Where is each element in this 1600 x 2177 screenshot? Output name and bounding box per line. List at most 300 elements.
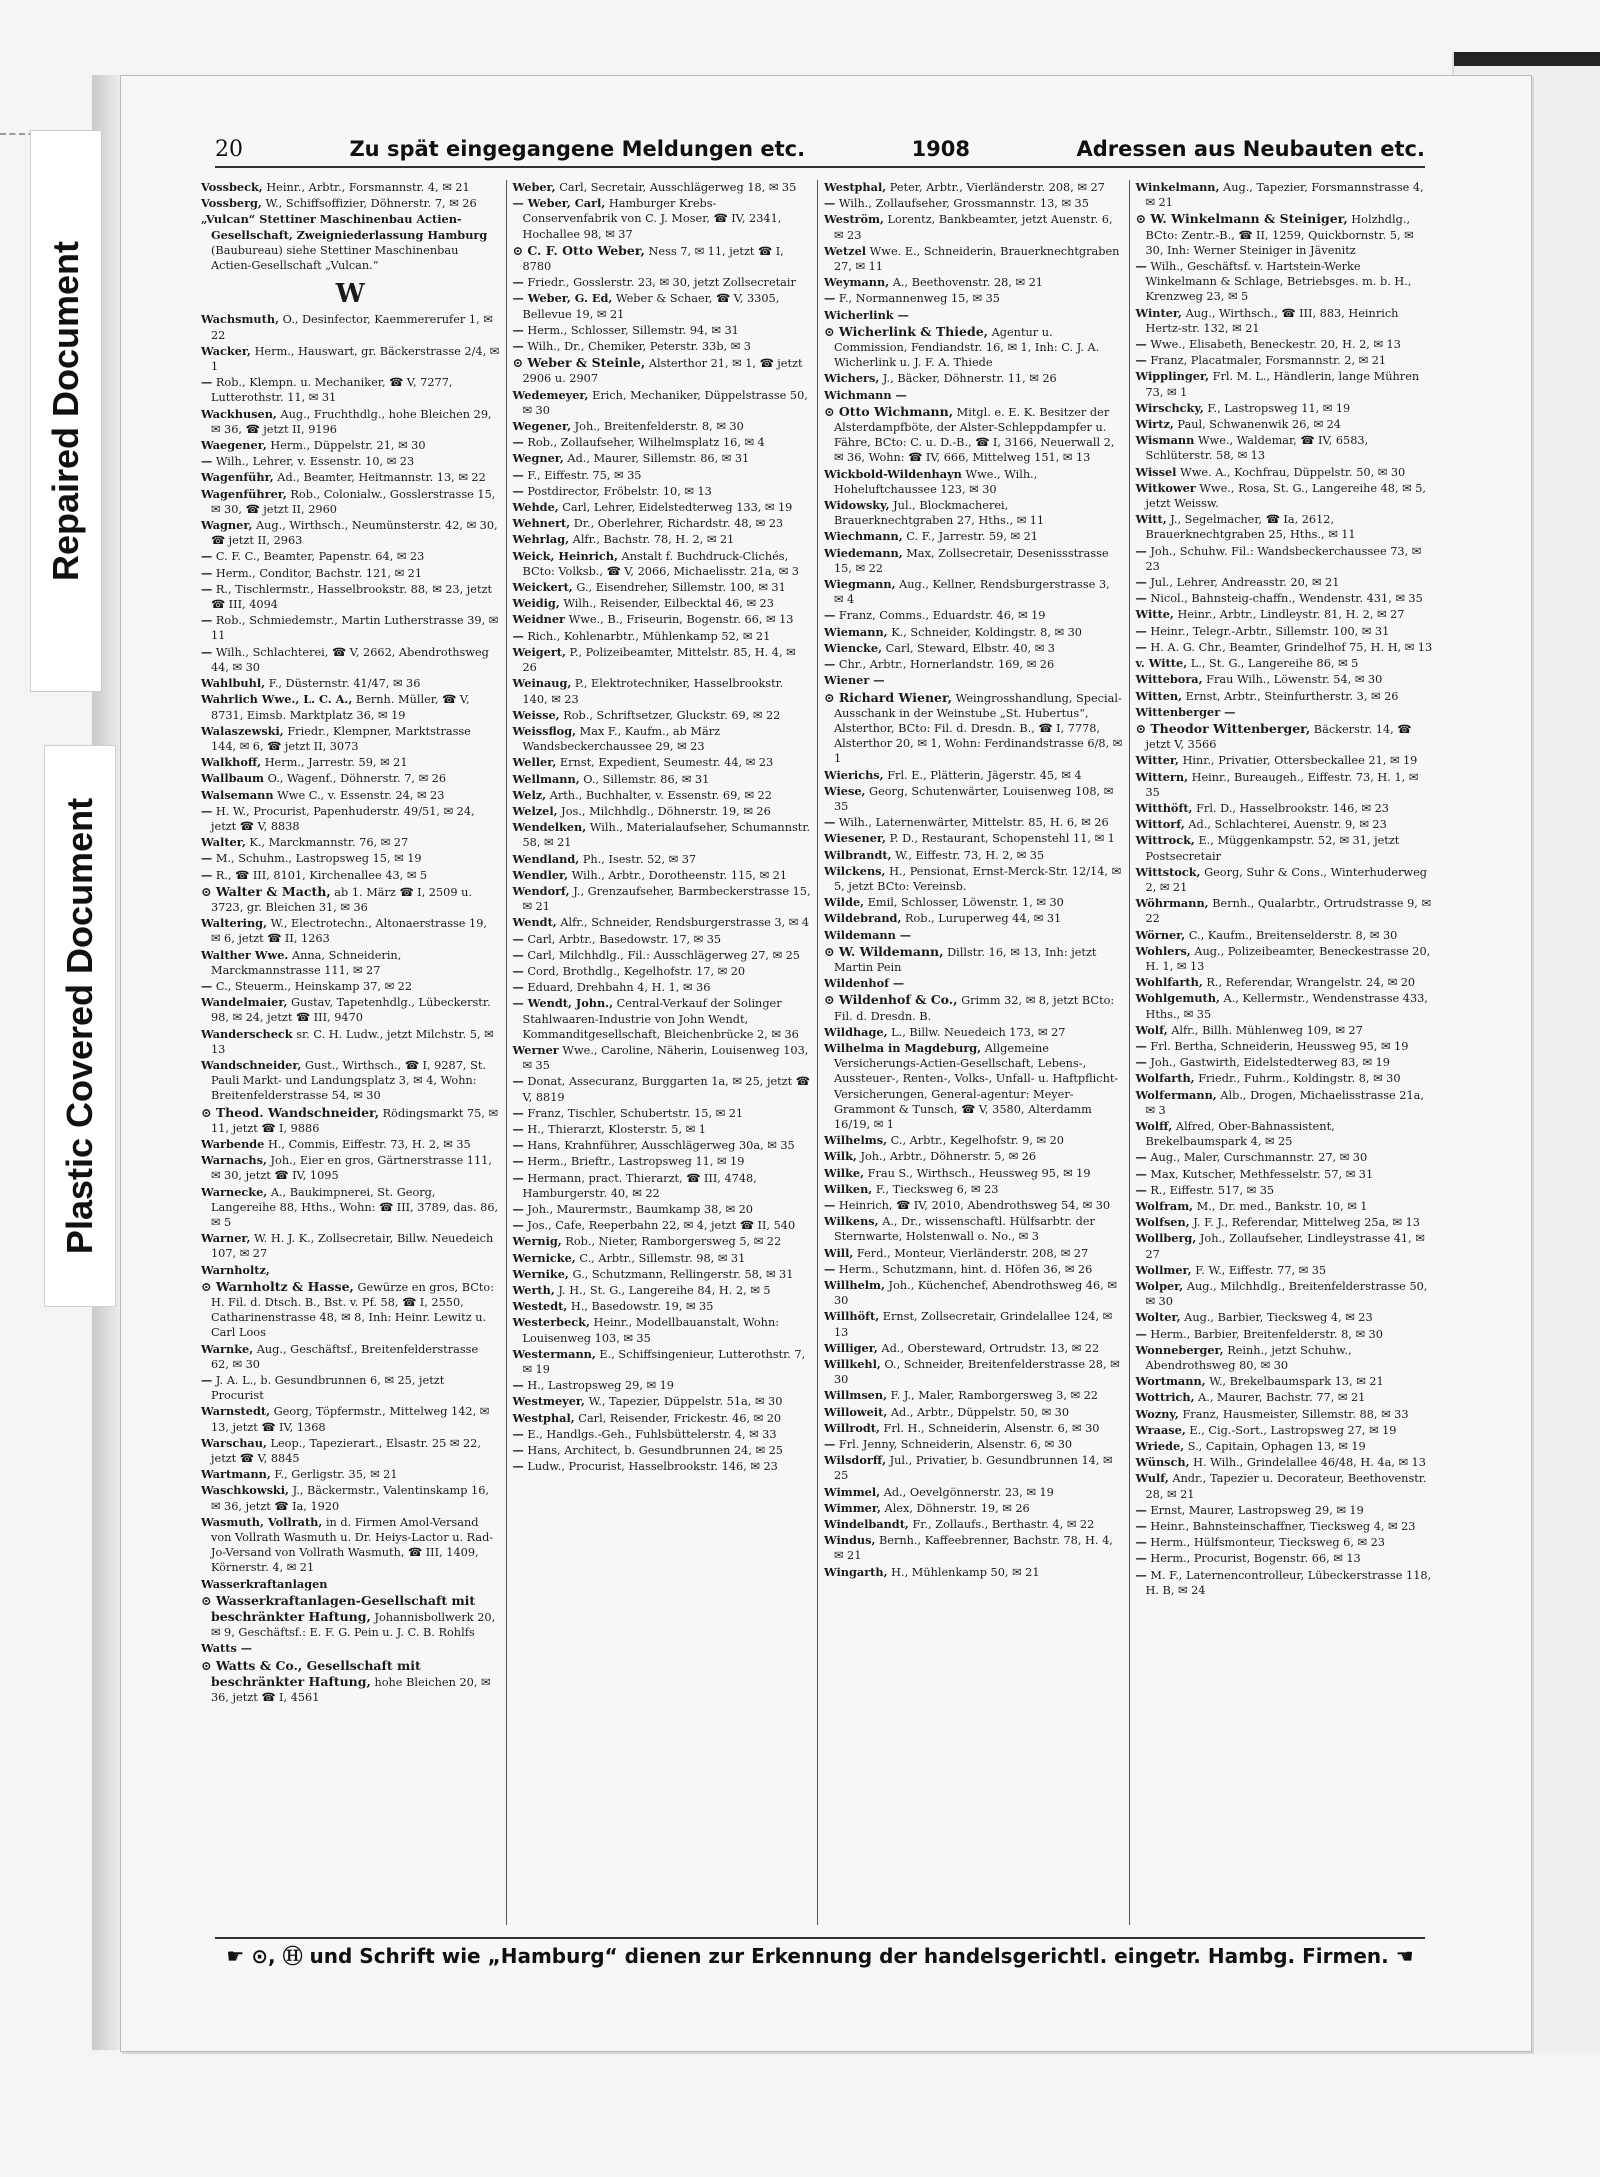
column-2	[507, 180, 819, 1925]
entry-name: Welz,	[512, 787, 547, 802]
entry-details: Aug., Kellner, Rendsburgerstrasse 3, ✉ 4	[834, 578, 1110, 607]
directory-entry	[1136, 640, 1436, 655]
entry-name: ⊙ W. Winkelmann & Steiniger,	[1135, 211, 1348, 227]
entry-details: H., Mühlenkamp 50, ✉ 21	[891, 1565, 1040, 1579]
directory-entry	[824, 1166, 1123, 1181]
entry-name: Wagenführer,	[201, 486, 287, 501]
directory-entry	[1136, 833, 1436, 863]
directory-entry	[513, 1154, 812, 1169]
entry-details: Ernst, Zollsecretair, Grindelallee 124, ✉ 13	[834, 1310, 1113, 1339]
directory-entry	[513, 804, 812, 819]
entry-name: Winter,	[1135, 305, 1182, 320]
entry-details: Joh., Küchenchef, Abendrothsweg 46, ✉ 30	[834, 1279, 1117, 1308]
entry-details: Ph., Isestr. 52, ✉ 37	[582, 852, 697, 866]
entry-details: Andr., Tapezier u. Decorateur, Beethovenstr. 28, ✉ 21	[1145, 1472, 1427, 1501]
entry-details: H. A. G. Chr., Beamter, Grindelhof 75, H. H, ✉ 13	[1150, 640, 1433, 654]
directory-entry	[513, 323, 812, 338]
directory-entry	[513, 388, 812, 418]
entry-name: —	[824, 608, 836, 623]
directory-entry	[824, 895, 1123, 910]
entry-name: Wandschneider,	[201, 1057, 302, 1072]
entry-details: Max, Kutscher, Methfesselstr. 57, ✉ 31	[1150, 1167, 1374, 1181]
entry-details: Anna, Schneiderin, Marckmannstrasse 111, ✉ 27	[211, 948, 402, 977]
entry-name: Walther Wwe.	[201, 947, 289, 962]
directory-entry	[1136, 1551, 1436, 1566]
entry-details: Rob., Schriftsetzer, Gluckstr. 69, ✉ 22	[563, 708, 781, 722]
entry-details: Joh., Breitenfelderstr. 8, ✉ 30	[574, 420, 744, 434]
entry-details: H., Commis, Eiffestr. 73, H. 2, ✉ 35	[267, 1137, 471, 1151]
entry-name: Wedemeyer,	[512, 387, 589, 402]
directory-entry	[824, 608, 1123, 623]
directory-entry	[201, 1263, 500, 1278]
entry-details: Bernh. Müller, ☎ V, 8731, Eimsb. Marktplatz 36, ✉ 19	[211, 693, 470, 722]
directory-entry	[201, 1515, 500, 1576]
directory-entry	[824, 577, 1123, 607]
directory-entry	[1136, 369, 1436, 399]
entry-name: Wiese,	[824, 783, 866, 798]
entry-details: Wwe., Waldemar, ☎ IV, 6583, Schlüterstr. 58, ✉ 13	[1145, 434, 1369, 463]
directory-entry	[824, 1214, 1123, 1244]
directory-entry	[1136, 721, 1436, 752]
directory-entry	[1136, 1471, 1436, 1501]
directory-entry	[1136, 770, 1436, 800]
entry-details: Emil, Schlosser, Löwenstr. 1, ✉ 30	[867, 896, 1064, 910]
directory-entry	[824, 1341, 1123, 1356]
directory-entry	[201, 1436, 500, 1466]
directory-entry	[1136, 1167, 1436, 1182]
directory-entry	[201, 692, 500, 722]
entry-name: Werner	[512, 1042, 559, 1057]
directory-entry	[824, 546, 1123, 576]
directory-entry	[824, 388, 1123, 403]
entry-name: ⊙ Weber & Steinle,	[512, 355, 646, 371]
entry-details: C., Arbtr., Kegelhofstr. 9, ✉ 20	[890, 1134, 1064, 1148]
entry-details: M., Schuhm., Lastropsweg 15, ✉ 19	[215, 852, 422, 866]
directory-entry	[824, 180, 1123, 195]
directory-entry	[1136, 1407, 1436, 1422]
directory-entry	[824, 657, 1123, 672]
entry-name: Wirtz,	[1135, 417, 1174, 432]
entry-name: —	[1135, 353, 1147, 368]
repaired-document-label: Repaired Document	[30, 130, 102, 692]
directory-entry	[513, 549, 812, 579]
entry-name: Wegner,	[512, 451, 564, 466]
entry-details: Georg, Schutenwärter, Louisenweg 108, ✉ 35	[834, 784, 1114, 813]
directory-entry	[513, 1459, 812, 1474]
directory-entry	[1136, 337, 1436, 352]
entry-name: Weber,	[512, 180, 556, 194]
directory-entry	[1136, 944, 1436, 974]
entry-details: Carl, Secretair, Ausschlägerweg 18, ✉ 35	[559, 181, 797, 194]
entry-name: —	[201, 613, 213, 628]
entry-name: Witt,	[1135, 512, 1167, 527]
entry-details: Postdirector, Fröbelstr. 10, ✉ 13	[527, 484, 712, 498]
directory-entry	[513, 1378, 812, 1393]
entry-details: Ernst, Maurer, Lastropsweg 29, ✉ 19	[1150, 1503, 1364, 1517]
entry-name: Wildemann —	[824, 927, 912, 942]
directory-entry	[201, 566, 500, 581]
directory-entry	[201, 582, 500, 612]
directory-entry	[513, 1443, 812, 1458]
entry-name: —	[512, 963, 524, 978]
directory-entry	[824, 244, 1123, 274]
entry-name: Wilhelma in Magdeburg,	[824, 1040, 982, 1055]
entry-details: Frl. M. L., Händlerin, lange Mühren 73, ✉ 1	[1145, 370, 1420, 399]
entry-details: E., Müggenkampstr. 52, ✉ 31, jetzt Postsecretair	[1145, 834, 1400, 863]
entry-details: W., Schiffsoffizier, Döhnerstr. 7, ✉ 26	[265, 197, 477, 211]
entry-name: Witten,	[1135, 688, 1183, 703]
entry-details: W. H. J. K., Zollsecretair, Billw. Neuedeich 107, ✉ 27	[211, 1232, 494, 1261]
entry-name: Wilsdorff,	[824, 1453, 887, 1468]
entry-name: Welzel,	[512, 803, 558, 818]
entry-details: Aug., Maler, Curschmannstr. 27, ✉ 30	[1150, 1151, 1368, 1165]
entry-details: Wwe. E., Schneiderin, Brauerknechtgraben 27, ✉ 11	[834, 244, 1120, 274]
entry-details: H. W., Procurist, Papenhuderstr. 49/51, ✉ 24, jetzt ☎ V, 8838	[211, 804, 475, 833]
entry-details: C., Steuerm., Heinskamp 37, ✉ 22	[215, 979, 413, 993]
entry-name: Wimmer,	[824, 1500, 881, 1515]
directory-entry	[824, 1198, 1123, 1213]
directory-entry	[513, 755, 812, 770]
entry-name: —	[512, 1202, 524, 1216]
entry-name: Willhelm,	[824, 1278, 885, 1293]
directory-entry	[513, 291, 812, 321]
entry-details: Bernh., Kaffeebrenner, Bachstr. 78, H. 4, ✉ 21	[834, 1534, 1113, 1563]
entry-details: Wilh., Geschäftsf. v. Hartstein-Werke Winkelmann & Schlage, Betriebsges. m. b. H., Krenzweg 23, ✉ 5	[1145, 260, 1412, 304]
entry-name: v. Witte,	[1135, 656, 1188, 671]
directory-entry	[1136, 1263, 1436, 1278]
entry-details: ab 1. März ☎ I, 2509 u. 3723, gr. Bleichen 31, ✉ 36	[211, 885, 472, 914]
entry-name: Wildhage,	[824, 1024, 888, 1039]
entry-details: Alfr., Bachstr. 78, H. 2, ✉ 21	[572, 533, 735, 547]
entry-details: Alex, Döhnerstr. 19, ✉ 26	[884, 1501, 1030, 1515]
entry-details: H., Lastropsweg 29, ✉ 19	[527, 1379, 674, 1393]
entry-details: Donat, Assecuranz, Burggarten 1a, ✉ 25, jetzt ☎ V, 8819	[522, 1075, 810, 1104]
entry-details: R., Tischlermstr., Hasselbrookstr. 88, ✉ 23, jetzt ☎ III, 4094	[211, 582, 493, 612]
entry-name: Witte,	[1135, 607, 1174, 622]
entry-name: Winkelmann,	[1135, 180, 1220, 194]
entry-name: Wichers,	[824, 371, 880, 386]
entry-details: Alsterthor 21, ✉ 1, ☎ jetzt 2906 u. 2907	[522, 357, 803, 386]
directory-entry	[513, 1234, 812, 1249]
section-letter: W	[335, 279, 365, 310]
directory-entry	[1136, 672, 1436, 687]
entry-details: Frau S., Wirthsch., Heussweg 95, ✉ 19	[867, 1166, 1091, 1180]
entry-details: Rob., Klempn. u. Mechaniker, ☎ V, 7277, Lutterothstr. 11, ✉ 31	[211, 376, 453, 405]
entry-name: Wittenberger —	[1135, 704, 1236, 719]
directory-entry	[824, 529, 1123, 544]
directory-entry	[201, 1279, 500, 1341]
entry-details: Ferd., Monteur, Vierländerstr. 208, ✉ 27	[856, 1246, 1089, 1260]
entry-details: Arth., Buchhalter, v. Essenstr. 69, ✉ 22	[549, 788, 772, 802]
entry-details: E., Handlgs.-Geh., Fuhlsbüttelerstr. 4, ✉ 33	[527, 1427, 777, 1441]
entry-name: — Wendt, John.,	[512, 996, 614, 1011]
entry-name: —	[824, 196, 836, 211]
entry-details: K., Schneider, Koldingstr. 8, ✉ 30	[891, 625, 1082, 639]
entry-name: Wasmuth, Vollrath,	[201, 1514, 323, 1529]
directory-entry	[824, 1309, 1123, 1339]
entry-name: Westphal,	[824, 180, 887, 194]
entry-details: J. H., St. G., Langereihe 84, H. 2, ✉ 5	[558, 1284, 771, 1298]
entry-details: W., Tapezier, Düppelstr. 51a, ✉ 30	[588, 1395, 783, 1409]
directory-entry	[513, 1427, 812, 1442]
directory-entry	[824, 1421, 1123, 1436]
entry-name: Wittebora,	[1135, 672, 1203, 687]
entry-details: Ad., Maurer, Sillemstr. 86, ✉ 31	[567, 452, 750, 466]
directory-entry	[1136, 1439, 1436, 1454]
entry-name: ⊙ Wicherlink & Thiede,	[824, 323, 989, 339]
directory-entry	[513, 964, 812, 979]
entry-name: Willhöft,	[824, 1309, 880, 1324]
entry-name: —	[512, 1426, 524, 1441]
directory-entry	[1136, 512, 1436, 542]
entry-name: Wendorf,	[512, 883, 570, 898]
entry-details: Aug., Wirthsch., Neumünsterstr. 42, ✉ 30, ☎ jetzt II, 2963	[211, 519, 498, 548]
entry-name: Westerbeck,	[512, 1315, 590, 1330]
directory-entry	[824, 1501, 1123, 1516]
directory-entry	[513, 580, 812, 595]
entry-name: —	[1135, 1535, 1147, 1550]
entry-name: Wottrich,	[1135, 1390, 1195, 1405]
entry-details: Joh., Eier en gros, Gärtnerstrasse 111, ✉ 30, jetzt ☎ IV, 1095	[211, 1154, 492, 1183]
directory-entry	[824, 324, 1123, 371]
entry-details: Dr., Oberlehrer, Richardstr. 48, ✉ 23	[573, 517, 784, 531]
entry-details: Wwe., Rosa, St. G., Langereihe 48, ✉ 5, jetzt Weissw.	[1145, 481, 1427, 511]
entry-details: Joh., Zollaufseher, Lindleystrasse 41, ✉ 27	[1145, 1232, 1425, 1261]
entry-name: Wittstock,	[1135, 864, 1201, 879]
directory-entry	[824, 976, 1123, 991]
directory-entry	[201, 1641, 500, 1656]
entry-details: Wilh., Lehrer, v. Essenstr. 10, ✉ 23	[215, 455, 415, 469]
entry-details: Bäckerstr. 14, ☎ jetzt V, 3566	[1145, 722, 1412, 752]
column-4	[1130, 180, 1442, 1925]
entry-details: Frau Wilh., Löwenstr. 54, ✉ 30	[1206, 673, 1383, 687]
entry-name: Wiencke,	[824, 640, 883, 655]
directory-entry	[1136, 801, 1436, 816]
directory-entry	[201, 312, 500, 342]
entry-name: —	[1135, 1150, 1147, 1165]
entry-name: Wollmer,	[1135, 1262, 1192, 1277]
directory-entry	[201, 1577, 500, 1592]
entry-details: Jos., Milchhdlg., Döhnerstr. 19, ✉ 26	[561, 804, 771, 818]
directory-entry	[1136, 417, 1436, 432]
entry-name: Walkhoff,	[201, 755, 262, 770]
entry-name: Wolfsen,	[1135, 1215, 1190, 1230]
entry-name: Warbende	[201, 1136, 265, 1151]
entry-name: Wilk,	[824, 1149, 857, 1164]
entry-details: F., Düsternstr. 41/47, ✉ 36	[268, 677, 421, 691]
directory-entry	[513, 1411, 812, 1426]
directory-entry	[1136, 544, 1436, 574]
entry-details: Ad., Arbtr., Düppelstr. 50, ✉ 30	[890, 1405, 1070, 1419]
entry-name: —	[512, 1105, 524, 1120]
entry-name: Weström,	[824, 212, 884, 227]
entry-details: Wilh., Laternenwärter, Mittelstr. 85, H. 6, ✉ 26	[838, 816, 1109, 830]
entry-name: Weick, Heinrich,	[512, 548, 618, 563]
entry-name: Witkower	[1135, 480, 1196, 495]
directory-entry	[513, 868, 812, 883]
directory-entry	[1136, 401, 1436, 416]
entry-details: A., Maurer, Bachstr. 77, ✉ 21	[1198, 1391, 1366, 1405]
directory-entry	[824, 1025, 1123, 1040]
entry-name: Wittorf,	[1135, 817, 1185, 832]
entry-name: Weller,	[512, 755, 557, 770]
entry-details: Peter, Arbtr., Vierländerstr. 208, ✉ 27	[889, 181, 1105, 194]
directory-entry	[513, 1138, 812, 1153]
directory-entry	[824, 848, 1123, 863]
entry-details: W., Brekelbaumspark 13, ✉ 21	[1209, 1375, 1384, 1389]
entry-details: A., Dr., wissenschaftl. Hülfsarbtr. der Sternwarte, Holstenwall o. No., ✉ 3	[834, 1215, 1095, 1244]
entry-name: Will,	[824, 1245, 854, 1260]
directory-entry	[1136, 1039, 1436, 1054]
entry-details: in d. Firmen Amol-Versand von Vollrath Wasmuth u. Dr. Heiys-Lactor u. Rad-Jo-Versand von Vollrath Wasmuth, ☎ III, 1409, Körnerstr. 4, ✉ 21	[211, 1515, 494, 1575]
entry-name: Wolfarth,	[1135, 1071, 1195, 1086]
directory-entry	[1136, 975, 1436, 990]
directory-entry	[824, 275, 1123, 290]
entry-name: Wierichs,	[824, 767, 884, 782]
entry-details: Ad., Obersteward, Ortrudstr. 13, ✉ 22	[881, 1341, 1100, 1355]
directory-entry	[824, 1517, 1123, 1532]
entry-details: Rob., Luruperweg 44, ✉ 31	[904, 912, 1062, 926]
entry-details: Joh., Arbtr., Döhnerstr. 5, ✉ 26	[860, 1150, 1037, 1164]
entry-details: Herm., Schutzmann, hint. d. Höfen 36, ✉ 26	[838, 1262, 1093, 1276]
entry-details: J., Grenzaufseher, Barmbeckerstrasse 15, ✉ 21	[522, 884, 811, 914]
directory-entry	[1136, 1071, 1436, 1086]
directory-entry	[513, 275, 812, 290]
directory-entry	[513, 1394, 812, 1409]
entry-details: Central-Verkauf der Solinger Stahlwaaren-Industrie von John Wendt, Kommanditgesellschaft, Bleichenbrücke 2, ✉ 36	[522, 997, 799, 1041]
entry-details: Frl. Jenny, Schneiderin, Alsenstr. 6, ✉ 30	[838, 1438, 1073, 1452]
entry-name: Wanderscheck	[201, 1026, 293, 1041]
directory-entry	[201, 979, 500, 994]
directory-entry	[513, 1122, 812, 1137]
entry-name: Warner,	[201, 1231, 251, 1246]
entry-details: Paul, Schwanenwik 26, ✉ 24	[1177, 418, 1341, 432]
entry-details: Carl, Steward, Elbstr. 40, ✉ 3	[885, 641, 1055, 655]
directory-entry	[1136, 259, 1436, 305]
directory-entry	[513, 1106, 812, 1121]
entry-details: Chr., Arbtr., Hornerlandstr. 169, ✉ 26	[838, 658, 1055, 672]
entry-name: Wonneberger,	[1135, 1342, 1224, 1357]
directory-entry	[1136, 1055, 1436, 1070]
directory-entry	[513, 532, 812, 547]
directory-entry	[1136, 1327, 1436, 1342]
entry-name: —	[512, 1218, 524, 1233]
directory-entry	[1136, 575, 1436, 590]
entry-details: Aug., Barbier, Tiecksweg 4, ✉ 23	[1184, 1311, 1373, 1325]
directory-entry	[824, 864, 1123, 894]
directory-columns	[195, 180, 1441, 1925]
entry-name: Werth,	[512, 1283, 555, 1298]
entry-details: Wilh., Zollaufseher, Grossmannstr. 13, ✉ 35	[838, 197, 1089, 211]
entry-name: — Weber, Carl,	[512, 196, 606, 211]
directory-entry	[1136, 1279, 1436, 1309]
directory-entry	[824, 308, 1123, 323]
entry-details: Frl. D., Hasselbrookstr. 146, ✉ 23	[1196, 801, 1389, 815]
entry-name: ⊙ Warnholtz & Hasse,	[201, 1278, 354, 1294]
entry-name: ⊙ C. F. Otto Weber,	[512, 242, 645, 258]
entry-name: Westedt,	[512, 1299, 568, 1314]
directory-entry	[201, 1027, 500, 1057]
entry-name: Wendelken,	[512, 820, 587, 835]
directory-entry	[824, 371, 1123, 386]
directory-entry	[513, 980, 812, 995]
entry-details: F. W., Eiffestr. 77, ✉ 35	[1195, 1263, 1327, 1277]
entry-name: —	[1135, 337, 1147, 352]
entry-details: Carl, Lehrer, Eidelstedterweg 133, ✉ 19	[562, 501, 793, 515]
entry-details: Hinr., Privatier, Ottersbeckallee 21, ✉ 19	[1182, 754, 1418, 768]
entry-details: Weber & Schaer, ☎ V, 3305, Bellevue 19, ✉ 21	[522, 292, 780, 321]
entry-details: Ernst, Expedient, Seumestr. 44, ✉ 23	[559, 756, 774, 770]
directory-entry	[201, 884, 500, 915]
entry-name: Wahrlich Wwe., L. C. A.,	[201, 692, 353, 707]
entry-name: —	[1135, 1055, 1147, 1070]
entry-name: Windus,	[824, 1533, 876, 1548]
directory-entry	[824, 1533, 1123, 1563]
entry-details: Herm., Schlosser, Sillemstr. 94, ✉ 31	[527, 323, 739, 337]
entry-name: Wandelmaier,	[201, 995, 288, 1010]
entry-details: F., Tiecksweg 6, ✉ 23	[875, 1182, 999, 1196]
entry-details: M., Dr. med., Bankstr. 10, ✉ 1	[1196, 1200, 1368, 1213]
directory-entry	[824, 641, 1123, 656]
directory-entry	[513, 852, 812, 867]
entry-name: ⊙ Wasserkraftanlagen-Gesellschaft mit beschränkter Haftung,	[201, 1592, 476, 1625]
entry-name: Wohlfarth,	[1135, 975, 1203, 990]
directory-entry	[513, 596, 812, 611]
entry-details: Wwe., Elisabeth, Beneckestr. 20, H. 2, ✉ 13	[1150, 338, 1401, 352]
entry-name: Walaszewski,	[201, 723, 284, 738]
header-right-title: Adressen aus Neubauten etc.	[1076, 137, 1425, 161]
directory-entry	[201, 407, 500, 437]
directory-entry	[201, 1658, 500, 1706]
directory-entry	[1136, 705, 1436, 720]
directory-entry	[1136, 306, 1436, 336]
directory-entry	[824, 992, 1123, 1023]
directory-entry	[1136, 1423, 1436, 1438]
entry-details: Aug., Geschäftsf., Breitenfelderstrasse 62, ✉ 30	[211, 1342, 479, 1371]
directory-entry	[824, 1388, 1123, 1403]
directory-entry	[513, 516, 812, 531]
entry-details: Erich, Mechaniker, Düppelstrasse 50, ✉ 30	[522, 388, 808, 417]
entry-details: K., Marckmannstr. 76, ✉ 27	[249, 836, 409, 850]
entry-details: Franz, Comms., Eduardstr. 46, ✉ 19	[838, 609, 1046, 623]
entry-name: —	[824, 291, 836, 306]
directory-entry	[513, 1283, 812, 1298]
directory-entry	[513, 645, 812, 675]
entry-details: L., Billw. Neuedeich 173, ✉ 27	[891, 1025, 1066, 1039]
entry-details: Heinr., Bahnsteinschaffner, Tiecksweg 4, ✉ 23	[1150, 1520, 1416, 1534]
entry-details: F., Eiffestr. 75, ✉ 35	[527, 468, 642, 482]
entry-name: Waegener,	[201, 438, 267, 453]
directory-entry	[201, 549, 500, 564]
entry-name: Wehrlag,	[512, 532, 570, 547]
entry-name: —	[201, 644, 213, 659]
entry-details: Rödingsmarkt 75, ✉ 11, jetzt ☎ I, 9886	[211, 1106, 498, 1135]
entry-details: Ernst, Arbtr., Steinfurtherstr. 3, ✉ 26	[1185, 689, 1399, 703]
entry-name: Weigert,	[512, 644, 566, 659]
entry-name: ⊙ Richard Wiener,	[824, 689, 953, 705]
entry-name: Wiechmann,	[824, 529, 903, 544]
entry-details: Aug., Milchhdlg., Breitenfelderstrasse 50, ✉ 30	[1145, 1280, 1428, 1309]
entry-name: Waltering,	[201, 916, 268, 931]
entry-details: Rob., Nieter, Ramborgersweg 5, ✉ 22	[565, 1235, 782, 1249]
entry-name: Wörner,	[1135, 927, 1186, 942]
directory-entry	[201, 1483, 500, 1513]
entry-details: O., Sillemstr. 86, ✉ 31	[583, 772, 710, 786]
entry-details: J. A. L., b. Gesundbrunnen 6, ✉ 25, jetzt Procurist	[211, 1374, 445, 1403]
directory-entry	[1136, 211, 1436, 258]
entry-details: A., Baukimpnerei, St. Georg, Langereihe 88, Hths., Wohn: ☎ III, 3789, das. 86, ✉ 5	[211, 1185, 499, 1229]
directory-entry	[1136, 896, 1436, 926]
